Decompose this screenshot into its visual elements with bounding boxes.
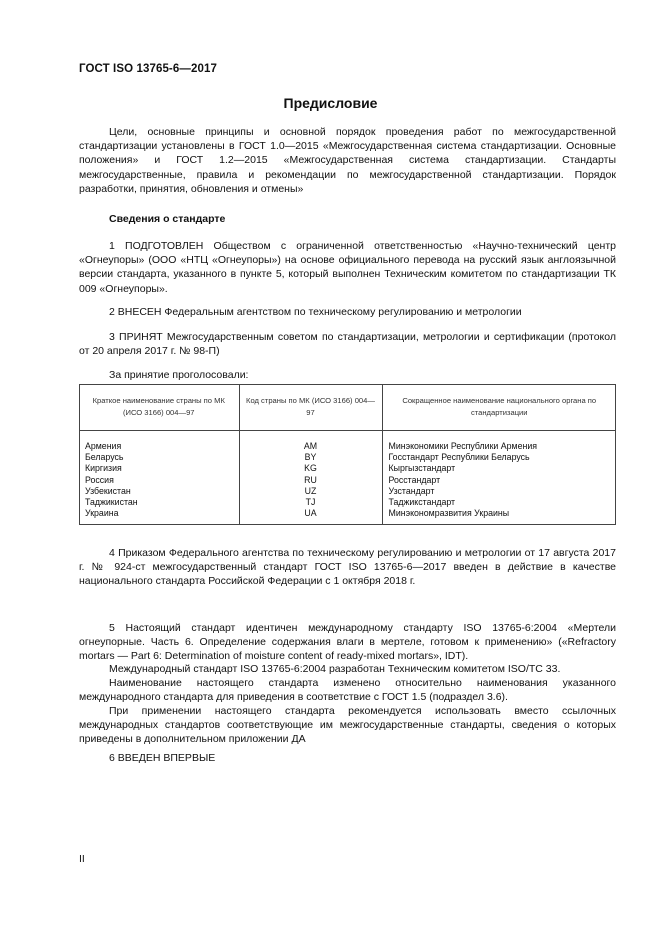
- country-name: Армения: [79, 431, 239, 453]
- item-4-paragraph: 4 Приказом Федерального агентства по техническому регулированию и метрологии от 17 августа 2017 г. № 924-ст межгосударственный стандарт ГОСТ ISO 13765-6—2017 введен в действие в качестве национального стандарта Российской Федерации с 1 октября 2018 г.: [79, 547, 616, 588]
- standards-body: Минэкономразвития Украины: [388, 508, 510, 519]
- item-2-paragraph: 2 ВНЕСЕН Федеральным агентством по техническому регулированию и метрологии: [109, 306, 522, 318]
- item-6-paragraph: 6 ВВЕДЕН ВПЕРВЫЕ: [109, 752, 216, 764]
- country-code: UA: [239, 508, 382, 524]
- country-name: Россия: [79, 475, 239, 486]
- standards-body: Кыргызстандарт: [388, 463, 456, 474]
- standards-body: Минэкономики Республики Армения: [388, 441, 538, 451]
- item-5-name-paragraph: Наименование настоящего стандарта изменено относительно наименования указанного международного стандарта для приведения в соответствие с ГОСТ 1.5 (подраздел 3.6).: [79, 677, 616, 704]
- country-code: BY: [239, 452, 382, 463]
- item-5-ref-paragraph: Международный стандарт ISO 13765-6:2004 разработан Техническим комитетом ISO/TC 33.: [109, 663, 561, 675]
- document-header: ГОСТ ISO 13765-6—2017: [79, 63, 217, 75]
- country-name: Таджикистан: [79, 497, 239, 508]
- country-name: Беларусь: [79, 452, 239, 463]
- page-title: Предисловие: [283, 95, 378, 111]
- table-row: [79, 452, 616, 463]
- table-row: [79, 497, 616, 508]
- countries-table: [79, 384, 616, 524]
- country-name: Узбекистан: [79, 486, 239, 497]
- table-row: [79, 431, 616, 453]
- country-code: AM: [239, 431, 382, 453]
- table-row: [79, 486, 616, 497]
- table-row: [79, 475, 616, 486]
- standards-body: Таджикстандарт: [388, 497, 456, 508]
- page-number: II: [79, 853, 85, 865]
- country-code: TJ: [239, 497, 382, 508]
- table-header-code: Код страны по МК (ИСО 3166) 004—97: [239, 384, 382, 431]
- table-row: [79, 463, 616, 474]
- standards-body: Росстандарт: [388, 474, 441, 485]
- country-name: Украина: [79, 508, 239, 524]
- item-5-paragraph: 5 Настоящий стандарт идентичен международному стандарту ISO 13765-6:2004 «Мертели огнеупорные. Часть 6. Определение содержания влаги в мертеле, готовом к применению» («Refractory mortars — Part 6: Determination of moisture content of ready-mixed mortars», IDT).: [79, 622, 616, 663]
- table-header-country: Краткое наименование страны по МК (ИСО 3166) 004—97: [79, 384, 239, 431]
- intro-paragraph: Цели, основные принципы и основной порядок проведения работ по межгосударственной стандартизации установлены в ГОСТ 1.0—2015 «Межгосударственная система стандартизации. Основные положения» и ГОСТ 1.2—2015 «Межгосударственная система стандартизации. Стандарты межгосударственные, правила и рекомендации по межгосударственной стандартизации. Порядок разработки, принятия, обновления и отмены»: [79, 126, 616, 195]
- vote-label: За принятие проголосовали:: [109, 369, 249, 381]
- table-header-body: Сокращенное наименование национального органа по стандартизации: [382, 384, 616, 431]
- table-row: [79, 508, 616, 524]
- item-1-paragraph: 1 ПОДГОТОВЛЕН Обществом с ограниченной ответственностью «Научно-технический центр «Огнеупоры» (ООО «НТЦ «Огнеупоры») на основе официального перевода на русский язык англоязычной версии стандарта, указанного в пункте 5, который выполнен Техническим комитетом по стандартизации ТК 009 «Огнеупоры».: [79, 240, 616, 295]
- country-code: UZ: [239, 486, 382, 497]
- country-code: KG: [239, 463, 382, 474]
- standards-body: Узстандарт: [388, 485, 435, 496]
- item-3-paragraph: 3 ПРИНЯТ Межгосударственным советом по стандартизации, метрологии и сертификации (протокол от 20 апреля 2017 г. № 98-П): [79, 331, 616, 358]
- standards-body: Госстандарт Республики Беларусь: [388, 452, 530, 463]
- country-name: Киргизия: [79, 463, 239, 474]
- item-5-usage-paragraph: При применении настоящего стандарта рекомендуется использовать вместо ссылочных международных стандартов соответствующие им межгосударственные стандарты, сведения о которых приведены в дополнительном приложении ДА: [79, 705, 616, 746]
- country-code: RU: [239, 475, 382, 486]
- info-heading: Сведения о стандарте: [109, 213, 226, 225]
